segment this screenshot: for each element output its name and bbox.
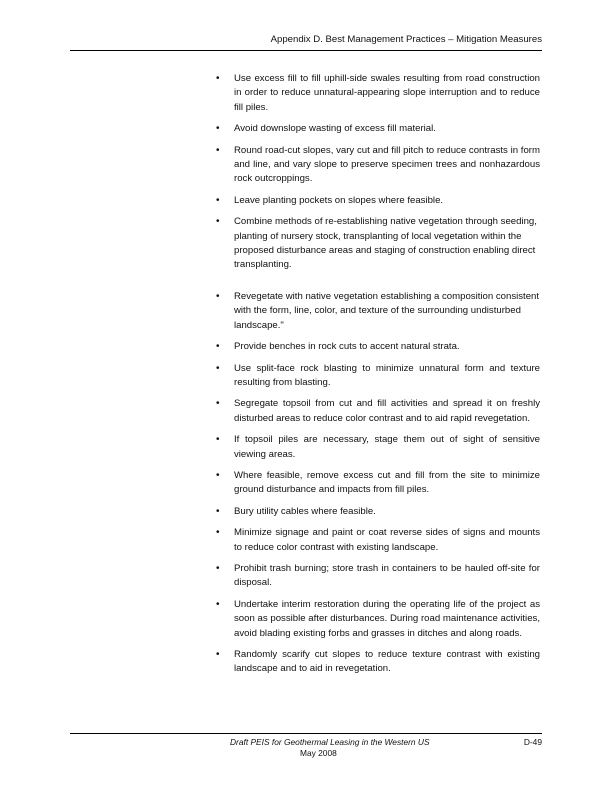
bullet-icon: •: [216, 362, 220, 374]
list-item-text: Revegetate with native vegetation establishing a composition consistent with the form, line, color, and texture of the surrounding undisturbed landscape.": [234, 290, 540, 331]
list-item-text: Prohibit trash burning; store trash in containers to be hauled off-site for disposal.: [234, 562, 540, 589]
page-number: D-49: [523, 737, 542, 747]
list-item: [216, 72, 540, 115]
list-item-text: Segregate topsoil from cut and fill activities and spread it on freshly disturbed areas to reduce color contrast and to aid rapid revegetation.: [234, 398, 540, 424]
bullet-icon: •: [216, 73, 220, 84]
list-item-text: Avoid downslope wasting of excess fill material.: [234, 123, 436, 135]
bullet-icon: •: [216, 123, 220, 135]
list-item-text: Randomly scarify cut slopes to reduce texture contrast with existing landscape and to aid in revegetation.: [234, 649, 540, 675]
page-header: [70, 34, 542, 51]
bmp-bullet-list: [216, 72, 540, 684]
list-item: [216, 648, 540, 677]
bullet-icon: •: [216, 434, 220, 446]
list-item: [216, 194, 540, 208]
bullet-icon: •: [216, 527, 220, 539]
list-item: [216, 340, 540, 354]
list-item: [216, 433, 540, 462]
list-item-text: Combine methods of re-establishing native vegetation through seeding, planting of nursery stock, transplanting of local vegetation within the proposed disturbance areas and staging of construction enabling direct transplanting.: [234, 216, 537, 271]
list-item-text: Bury utility cables where feasible.: [234, 505, 376, 517]
list-item: [216, 122, 540, 136]
footer-document-title: Draft PEIS for Geothermal Leasing in the Western US: [230, 737, 430, 747]
bullet-icon: •: [216, 598, 220, 610]
list-item-text: Undertake interim restoration during the operating life of the project as soon as possible after disturbances. During road maintenance activities, avoid blading existing forbs and grasses in ditches and along roads.: [234, 598, 540, 639]
list-item: [216, 526, 540, 555]
footer-date: May 2008: [300, 748, 337, 758]
list-item-text: Minimize signage and paint or coat reverse sides of signs and mounts to reduce color contrast with existing landscape.: [234, 527, 540, 553]
list-item: [216, 562, 540, 591]
footer-row: [70, 737, 542, 748]
list-item: [216, 362, 540, 391]
header-title: Appendix D. Best Management Practices – Mitigation Measures: [270, 34, 542, 45]
bullet-icon: •: [216, 398, 220, 410]
list-item: [216, 397, 540, 426]
list-item-text: Round road-cut slopes, vary cut and fill pitch to reduce contrasts in form and line, and vary slope to preserve specimen trees and nonhazardous rock outcroppings.: [234, 144, 540, 185]
bullet-icon: •: [216, 469, 220, 481]
list-item-text: Where feasible, remove excess cut and fill from the site to minimize ground disturbance and impacts from fill piles.: [234, 469, 540, 496]
bullet-icon: •: [216, 144, 220, 156]
list-item: [216, 469, 540, 498]
bullet-icon: •: [216, 290, 220, 302]
list-item-text: Leave planting pockets on slopes where feasible.: [234, 194, 444, 206]
bullet-icon: •: [216, 562, 220, 574]
list-item: [216, 598, 540, 641]
page-footer: [70, 733, 542, 759]
list-item: [216, 505, 540, 519]
bullet-icon: •: [216, 649, 220, 660]
list-item: [216, 215, 540, 273]
bullet-icon: •: [216, 216, 220, 228]
bullet-icon: •: [216, 341, 220, 353]
bullet-icon: •: [216, 505, 220, 517]
list-item: [216, 290, 540, 333]
list-item-text: Provide benches in rock cuts to accent natural strata.: [234, 341, 460, 353]
list-item: [216, 144, 540, 187]
list-item-text: Use split-face rock blasting to minimize unnatural form and texture resulting from blasting.: [234, 362, 540, 388]
bullet-icon: •: [216, 194, 220, 206]
list-item-text: Use excess fill to fill uphill-side swales resulting from road construction in order to reduce unnatural-appearing slope interruption and to reduce fill piles.: [234, 73, 540, 113]
list-item-text: If topsoil piles are necessary, stage them out of sight of sensitive viewing areas.: [234, 434, 540, 460]
